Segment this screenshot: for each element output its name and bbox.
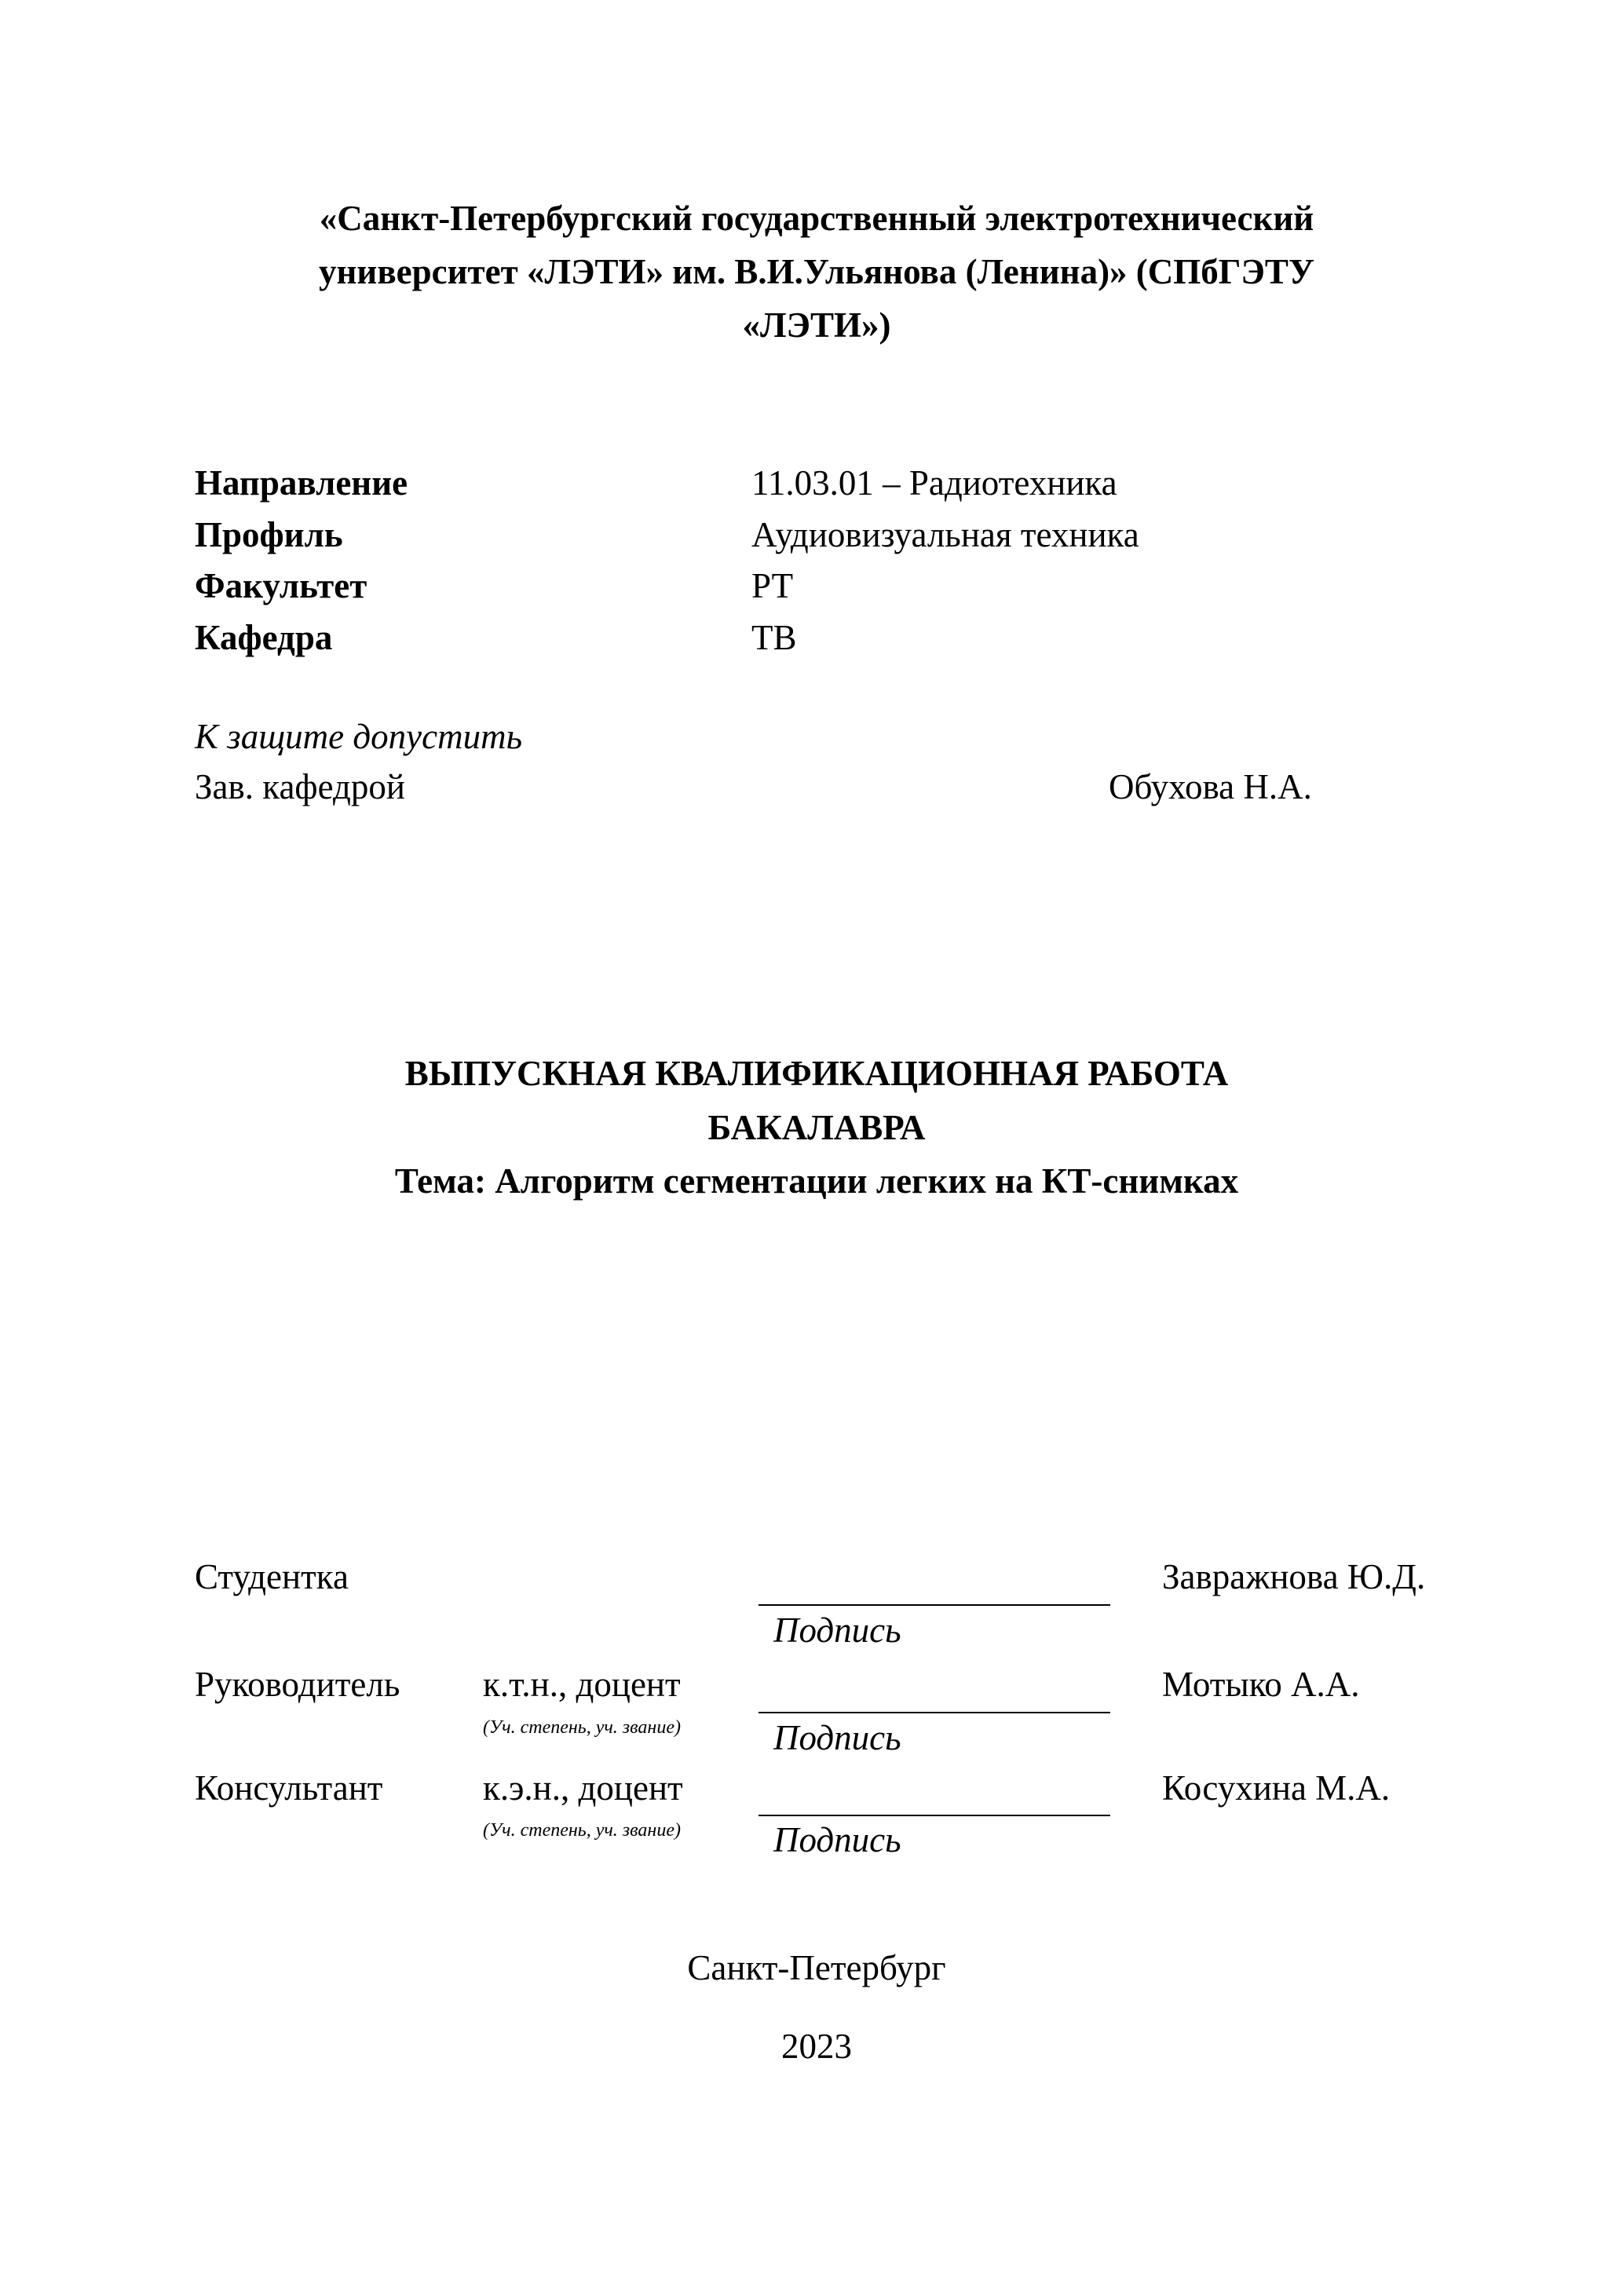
info-value-profile: Аудиовизуальная техника — [751, 515, 1139, 554]
signature-role-supervisor: Руководитель — [195, 1665, 400, 1704]
signature-label: Подпись — [773, 1820, 901, 1859]
university-name-line-1: «Санкт-Петербургский государственный электротехнический — [319, 199, 1314, 238]
signature-degree-supervisor: к.т.н., доцент — [483, 1665, 681, 1704]
signature-name-supervisor: Мотыко А.А. — [1162, 1665, 1360, 1704]
university-name-line-3: «ЛЭТИ») — [742, 305, 891, 345]
info-value-faculty: РТ — [751, 566, 794, 605]
approval-role: Зав. кафедрой — [195, 767, 405, 806]
info-label-direction: Направление — [195, 463, 408, 503]
info-label-department: Кафедра — [195, 618, 333, 657]
signature-name-consultant: Косухина М.А. — [1162, 1768, 1391, 1808]
approval-name: Обухова Н.А. — [1109, 767, 1312, 806]
signature-line — [758, 1604, 1110, 1606]
signature-degree-consultant: к.э.н., доцент — [483, 1768, 683, 1808]
info-value-department: ТВ — [751, 618, 797, 657]
signature-name-student: Завражнова Ю.Д. — [1162, 1557, 1426, 1596]
signature-label: Подпись — [773, 1610, 901, 1650]
work-title-line-2: БАКАЛАВРА — [707, 1108, 926, 1147]
signature-line — [758, 1815, 1110, 1816]
info-value-direction: 11.03.01 – Радиотехника — [751, 463, 1117, 503]
university-name-line-2: университет «ЛЭТИ» им. В.И.Ульянова (Ленина)» (СПбГЭТУ — [319, 252, 1314, 291]
footer-city: Санкт-Петербург — [687, 1948, 946, 1987]
signature-degree-hint: (Уч. степень, уч. звание) — [483, 1717, 681, 1738]
signature-line — [758, 1712, 1110, 1713]
work-title-line-1: ВЫПУСКНАЯ КВАЛИФИКАЦИОННАЯ РАБОТА — [404, 1054, 1229, 1093]
signature-role-consultant: Консультант — [195, 1768, 383, 1808]
info-label-faculty: Факультет — [195, 566, 367, 605]
signature-role-student: Студентка — [195, 1557, 349, 1596]
info-label-profile: Профиль — [195, 515, 343, 554]
work-topic: Тема: Алгоритм сегментации легких на КТ-снимках — [394, 1161, 1239, 1201]
signature-degree-hint: (Уч. степень, уч. звание) — [483, 1820, 681, 1841]
footer-year: 2023 — [781, 2027, 852, 2066]
approval-note: К защите допустить — [195, 717, 523, 756]
signature-label: Подпись — [773, 1718, 901, 1757]
